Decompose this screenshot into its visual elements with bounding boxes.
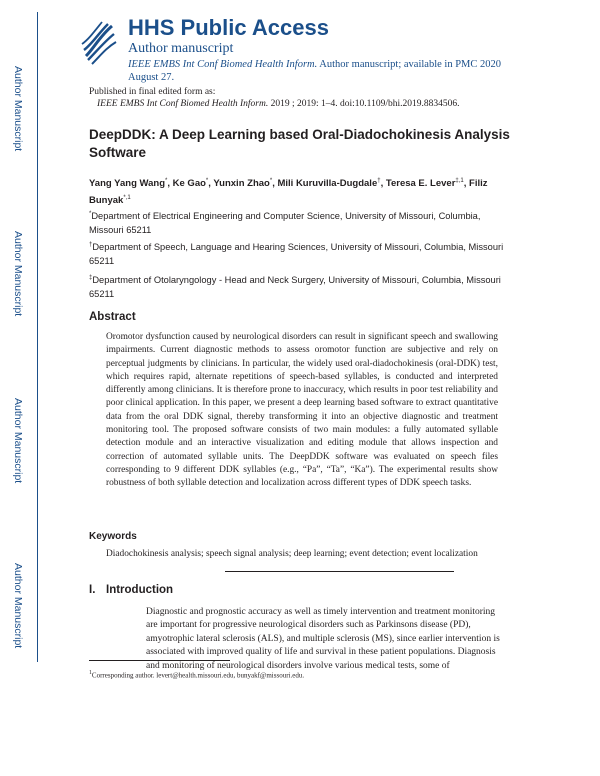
- hhs-eagle-icon: [80, 18, 118, 66]
- abstract-heading: Abstract: [89, 311, 136, 323]
- introduction-body: Diagnostic and prognostic accuracy as well as timely intervention and treatment monitoring are important for progressive neurological disorders such as Parkinsons disease (PD), amyotrophic lateral sclerosis (ALS), and multiple sclerosis (MS), since earlier intervention is associated with improved quality of life and survival in these patient populations. Diagnosis and monitoring of neurological disorders involve various medical tests, some of: [146, 607, 500, 671]
- affiliation-text: Department of Electrical Engineering and Computer Science, University of Missouri, Columbia, Missouri 65211: [89, 211, 481, 236]
- hhs-title: HHS Public Access: [128, 15, 329, 40]
- abstract-body: Oromotor dysfunction caused by neurological disorders can result in significant speech and swallowing impairments. Current diagnostic methods to assess oromotor function are subjective and rely on perceptual judgments by clinicians. In particular, the widely used oral-diadochokinesis (oral-DDK) test, which requires rapid, alternate repetitions of speech-based syllables, is conducted and interpreted differently among clinicians. It is therefore prone to inaccuracy, which results in poor test reliability and poor clinical application. In this paper, we present a deep learning based software to extract quantitative data from the oral DDK signal, thereby transforming it into an objective diagnostic and treatment monitoring tool. The proposed software consists of two main modules: a fully automated syllable detection module and an interactive visualization and editing module that allows inspection and correction of automated syllable units. The DeepDDK software was evaluated on speech files corresponding to 9 different DDK syllables (e.g., “Pa”, “Ta”, “Ka”). The experimental results show robustness of both syllable detection and localization across different types of DDK speech tasks.: [106, 332, 498, 489]
- author-name: Yang Yang Wang: [89, 178, 166, 190]
- author-list: Yang Yang Wang*, Ke Gao*, Yunxin Zhao*, Mili Kuruvilla-Dugdale†, Teresa E. Lever$^{\ddagger,1}$, Filiz Bunyak$^{*,1}$: [89, 178, 488, 207]
- journal-availability: [128, 58, 528, 84]
- section-number: I.: [89, 584, 96, 596]
- published-final-form: Published in final edited form as:: [89, 87, 216, 97]
- affiliation: [89, 238, 514, 268]
- affiliation: [89, 207, 514, 237]
- sidebar-label: Author Manuscript: [12, 398, 24, 484]
- author-mark: *: [205, 178, 209, 184]
- citation-journal: IEEE EMBS Int Conf Biomed Health Inform.: [97, 99, 269, 109]
- paper-title: DeepDDK: A Deep Learning based Oral-Diadochokinesis Analysis Software: [89, 127, 510, 160]
- availability-text: Author manuscript; available in PMC 2020 August 27.: [128, 59, 501, 83]
- affiliation-mark: *: [89, 211, 92, 217]
- citation-details: 2019 ; 2019: 1–4. doi:10.1109/bhi.2019.8834506.: [268, 99, 460, 109]
- keywords-divider: [225, 571, 454, 572]
- author-mark: *,1: [123, 195, 131, 202]
- author-name: Yunxin Zhao: [213, 178, 270, 190]
- footnote-divider: [89, 660, 230, 661]
- affiliation-text: Department of Otolaryngology - Head and Neck Surgery, University of Missouri, Columbia, Missouri 65211: [89, 275, 501, 300]
- sidebar-label: Author Manuscript: [12, 231, 24, 317]
- author-mark: *: [165, 178, 168, 184]
- author-name: Filiz Bunyak: [89, 178, 488, 207]
- keywords-text: Diadochokinesis analysis; speech signal analysis; deep learning; event detection; event localization: [106, 549, 478, 559]
- sidebar-label: Author Manuscript: [12, 563, 24, 649]
- author-mark: *: [269, 178, 273, 184]
- footnote: [89, 670, 304, 679]
- footnote-text: Corresponding author. levert@health.missouri.edu, bunyakf@missouri.edu.: [91, 671, 305, 680]
- affiliation-mark: †: [89, 242, 93, 248]
- footnote-mark: 1: [89, 670, 92, 676]
- journal-name: IEEE EMBS Int Conf Biomed Health Inform.: [128, 59, 318, 70]
- author-mark: †: [377, 178, 381, 184]
- author-manuscript-label: Author manuscript: [128, 41, 234, 56]
- author-name: Mili Kuruvilla-Dugdale: [277, 178, 378, 190]
- author-mark: ‡,1: [455, 178, 464, 184]
- keywords-heading: Keywords: [89, 531, 137, 542]
- sidebar-divider: [37, 12, 38, 662]
- author-name: Ke Gao: [172, 178, 206, 190]
- sidebar-label: Author Manuscript: [12, 66, 24, 152]
- affiliation-text: Department of Speech, Language and Hearing Sciences, University of Missouri, Columbia, Missouri 65211: [89, 242, 504, 267]
- introduction-heading: Introduction: [106, 584, 174, 596]
- author-name: Teresa E. Lever: [385, 178, 456, 190]
- affiliation-mark: ‡: [89, 275, 93, 281]
- affiliation: [89, 271, 514, 301]
- citation: [97, 99, 459, 109]
